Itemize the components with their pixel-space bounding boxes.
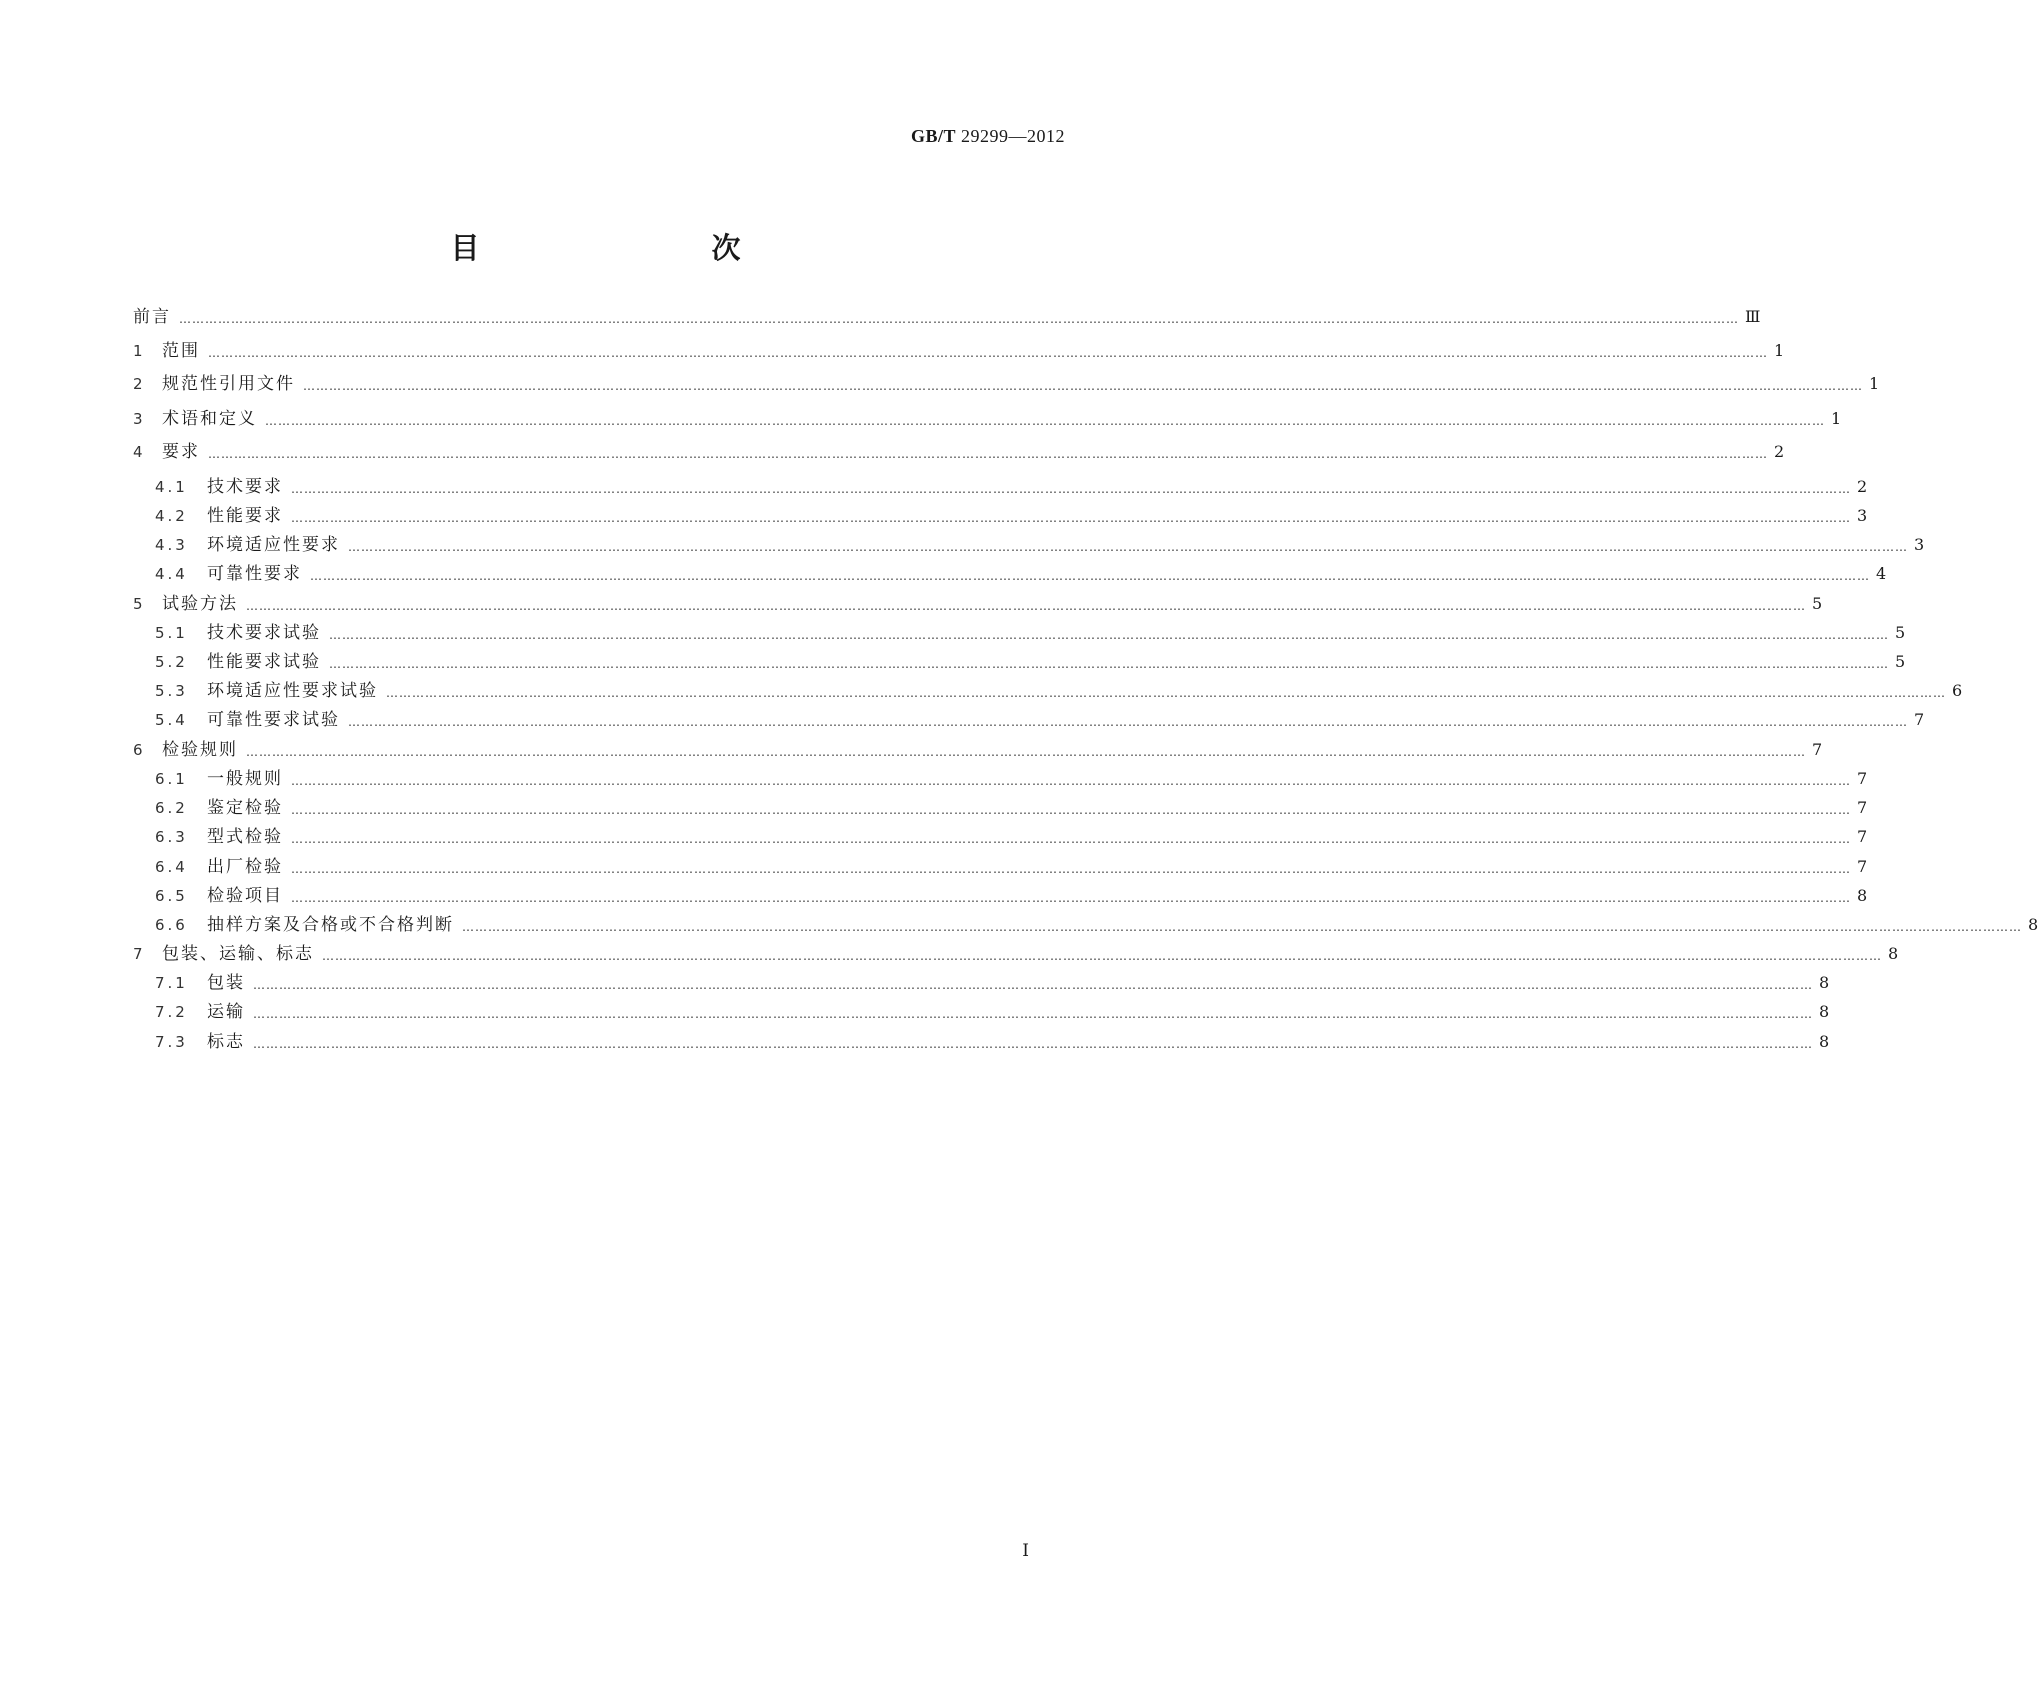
toc-entry[interactable] <box>155 972 1830 994</box>
standard-code-prefix: GB/T <box>910 126 956 146</box>
toc-entry-number: 6.6 <box>155 916 188 934</box>
toc-dot-leader: ……………………………………………………………………………………………………………………………………………………………………………………………………………………………………………………………………………………………………………………………… <box>246 745 1806 759</box>
toc-dot-leader: ……………………………………………………………………………………………………………………………………………………………………………………………………………………………………………………………………………………………………………………………… <box>329 628 1889 642</box>
toc-entry-label: 规范性引用文件 <box>162 374 295 394</box>
toc-entry-label: 技术要求 <box>207 477 283 497</box>
page-title: 目 次 <box>450 231 799 265</box>
toc-entry-page: 8 <box>1819 973 1830 992</box>
toc-entry-label: 抽样方案及合格或不合格判断 <box>207 915 454 935</box>
toc-entry[interactable] <box>155 534 1925 556</box>
toc-entry-number: 6.3 <box>155 828 188 846</box>
toc-entry[interactable] <box>155 680 1963 702</box>
toc-dot-leader: ……………………………………………………………………………………………………………………………………………………………………………………………………………………………………………………………………………………………………………………………… <box>348 715 1908 729</box>
toc-entry[interactable] <box>155 651 1906 673</box>
toc-entry-page: 7 <box>1857 857 1868 876</box>
toc-entry[interactable] <box>155 856 1868 878</box>
toc-entry-page: 4 <box>1876 564 1887 583</box>
toc-entry-page: 2 <box>1857 477 1868 496</box>
toc-entry-label: 环境适应性要求试验 <box>207 681 378 701</box>
toc-entry-page: 3 <box>1914 535 1925 554</box>
toc-dot-leader: ……………………………………………………………………………………………………………………………………………………………………………………………………………………………………………………………………………………………………………………………… <box>253 1037 1813 1051</box>
toc-entry-number: 4.1 <box>155 478 188 496</box>
toc-entry-label: 检验项目 <box>207 886 283 906</box>
toc-entry-label: 出厂检验 <box>207 857 283 877</box>
toc-entry[interactable] <box>133 593 1823 615</box>
toc-entry-page: 7 <box>1857 769 1868 788</box>
toc-entry-label: 术语和定义 <box>162 409 257 429</box>
page-number: I <box>1022 1541 1029 1561</box>
toc-dot-leader: ……………………………………………………………………………………………………………………………………………………………………………………………………………………………………………………………………………………………………………………………… <box>208 447 1768 461</box>
toc-entry-label: 运输 <box>207 1002 245 1022</box>
toc-entry-label: 包装、运输、标志 <box>162 944 314 964</box>
toc-entry-label: 包装 <box>207 973 245 993</box>
toc-entry-page: 7 <box>1857 827 1868 846</box>
toc-entry-page: Ⅲ <box>1745 307 1761 326</box>
toc-entry-label: 可靠性要求 <box>207 564 302 584</box>
toc-entry-page: 5 <box>1812 594 1823 613</box>
toc-entry-page: 7 <box>1857 798 1868 817</box>
toc-entry[interactable] <box>155 768 1868 790</box>
toc-dot-leader: ……………………………………………………………………………………………………………………………………………………………………………………………………………………………………………………………………………………………………………………………… <box>253 1007 1813 1021</box>
toc-dot-leader: ……………………………………………………………………………………………………………………………………………………………………………………………………………………………………………………………………………………………………………………………… <box>253 978 1813 992</box>
toc-entry-page: 8 <box>1888 944 1899 963</box>
toc-dot-leader: ……………………………………………………………………………………………………………………………………………………………………………………………………………………………………………………………………………………………………………………………… <box>322 949 1882 963</box>
toc-entry-number: 6.1 <box>155 770 188 788</box>
toc-entry-number: 6.5 <box>155 887 188 905</box>
toc-entry-label: 性能要求 <box>207 506 283 526</box>
toc-entry[interactable] <box>133 306 1761 328</box>
toc-dot-leader: ……………………………………………………………………………………………………………………………………………………………………………………………………………………………………………………………………………………………………………………………… <box>462 920 2022 934</box>
toc-dot-leader: ……………………………………………………………………………………………………………………………………………………………………………………………………………………………………………………………………………………………………………………………… <box>348 540 1908 554</box>
toc-entry-label: 型式检验 <box>207 827 283 847</box>
toc-entry-number: 1 <box>133 342 143 360</box>
toc-dot-leader: ……………………………………………………………………………………………………………………………………………………………………………………………………………………………………………………………………………………………………………………………… <box>265 414 1825 428</box>
toc-entry-label: 性能要求试验 <box>207 652 321 672</box>
toc-entry-label: 环境适应性要求 <box>207 535 340 555</box>
toc-entry[interactable] <box>155 563 1887 585</box>
toc-entry-page: 1 <box>1831 409 1842 428</box>
toc-dot-leader: ……………………………………………………………………………………………………………………………………………………………………………………………………………………………………………………………………………………………………………………………… <box>179 312 1739 326</box>
toc-entry-number: 5.2 <box>155 653 188 671</box>
standard-code-number: 29299—2012 <box>961 126 1065 146</box>
toc-entry-label: 可靠性要求试验 <box>207 710 340 730</box>
toc-entry-page: 1 <box>1774 341 1785 360</box>
toc-entry-page: 2 <box>1774 442 1785 461</box>
toc-entry-number: 4.4 <box>155 565 188 583</box>
toc-dot-leader: ……………………………………………………………………………………………………………………………………………………………………………………………………………………………………………………………………………………………………………………………… <box>386 686 1946 700</box>
toc-entry[interactable] <box>155 1001 1830 1023</box>
toc-entry-number: 3 <box>133 410 143 428</box>
toc-dot-leader: ……………………………………………………………………………………………………………………………………………………………………………………………………………………………………………………………………………………………………………………………… <box>291 774 1851 788</box>
toc-entry-page: 7 <box>1914 710 1925 729</box>
toc-entry[interactable] <box>133 408 1842 430</box>
toc-entry-label: 试验方法 <box>162 594 238 614</box>
toc-entry-number: 6.2 <box>155 799 188 817</box>
toc-entry-number: 4 <box>133 443 143 461</box>
toc-dot-leader: ……………………………………………………………………………………………………………………………………………………………………………………………………………………………………………………………………………………………………………………………… <box>310 569 1870 583</box>
toc-dot-leader: ……………………………………………………………………………………………………………………………………………………………………………………………………………………………………………………………………………………………………………………………… <box>246 599 1806 613</box>
toc-entry-page: 8 <box>1819 1002 1830 1021</box>
toc-entry[interactable] <box>155 914 2038 936</box>
toc-entry-page: 1 <box>1869 374 1880 393</box>
toc-entry-label: 标志 <box>207 1032 245 1052</box>
toc-entry[interactable] <box>155 797 1868 819</box>
toc-entry-number: 5 <box>133 595 143 613</box>
toc-entry-page: 5 <box>1895 652 1906 671</box>
toc-entry-page: 8 <box>1857 886 1868 905</box>
toc-entry-label: 检验规则 <box>162 740 238 760</box>
toc-entry-label: 技术要求试验 <box>207 623 321 643</box>
toc-entry[interactable] <box>133 441 1785 463</box>
toc-entry[interactable] <box>133 340 1785 362</box>
toc-entry-page: 8 <box>1819 1032 1830 1051</box>
toc-entry[interactable] <box>133 373 1880 395</box>
toc-entry-label: 前言 <box>133 307 171 327</box>
toc-entry-number: 7.2 <box>155 1003 188 1021</box>
toc-entry-number: 5.1 <box>155 624 188 642</box>
toc-entry-page: 5 <box>1895 623 1906 642</box>
toc-entry-number: 5.4 <box>155 711 188 729</box>
toc-entry-number: 6 <box>133 741 143 759</box>
toc-entry-label: 范围 <box>162 341 200 361</box>
toc-dot-leader: ……………………………………………………………………………………………………………………………………………………………………………………………………………………………………………………………………………………………………………………………… <box>291 832 1851 846</box>
toc-entry[interactable] <box>155 885 1868 907</box>
toc-entry[interactable] <box>155 826 1868 848</box>
toc-entry[interactable] <box>133 739 1823 761</box>
toc-entry-number: 5.3 <box>155 682 188 700</box>
toc-dot-leader: ……………………………………………………………………………………………………………………………………………………………………………………………………………………………………………………………………………………………………………………………… <box>291 862 1851 876</box>
toc-entry-label: 一般规则 <box>207 769 283 789</box>
toc-entry-number: 7 <box>133 945 143 963</box>
standard-code <box>911 126 1065 147</box>
toc-entry-label: 要求 <box>162 442 200 462</box>
toc-entry[interactable] <box>155 709 1925 731</box>
toc-dot-leader: ……………………………………………………………………………………………………………………………………………………………………………………………………………………………………………………………………………………………………………………………… <box>208 346 1768 360</box>
toc-dot-leader: ……………………………………………………………………………………………………………………………………………………………………………………………………………………………………………………………………………………………………………………………… <box>291 803 1851 817</box>
toc-entry-number: 7.1 <box>155 974 188 992</box>
toc-entry-number: 6.4 <box>155 858 188 876</box>
toc-entry[interactable] <box>155 505 1868 527</box>
toc-dot-leader: ……………………………………………………………………………………………………………………………………………………………………………………………………………………………………………………………………………………………………………………………… <box>291 891 1851 905</box>
toc-dot-leader: ……………………………………………………………………………………………………………………………………………………………………………………………………………………………………………………………………………………………………………………………… <box>291 511 1851 525</box>
toc-dot-leader: ……………………………………………………………………………………………………………………………………………………………………………………………………………………………………………………………………………………………………………………………… <box>329 657 1889 671</box>
toc-entry[interactable] <box>133 943 1899 965</box>
toc-entry-page: 6 <box>1952 681 1963 700</box>
toc-entry-label: 鉴定检验 <box>207 798 283 818</box>
toc-entry-page: 7 <box>1812 740 1823 759</box>
toc-entry[interactable] <box>155 476 1868 498</box>
toc-entry-number: 7.3 <box>155 1033 188 1051</box>
toc-dot-leader: ……………………………………………………………………………………………………………………………………………………………………………………………………………………………………………………………………………………………………………………………… <box>303 379 1863 393</box>
toc-entry[interactable] <box>155 622 1906 644</box>
toc-entry-number: 4.3 <box>155 536 188 554</box>
toc-dot-leader: ……………………………………………………………………………………………………………………………………………………………………………………………………………………………………………………………………………………………………………………………… <box>291 482 1851 496</box>
toc-entry-page: 3 <box>1857 506 1868 525</box>
toc-entry-number: 4.2 <box>155 507 188 525</box>
toc-entry[interactable] <box>155 1031 1830 1053</box>
toc-entry-number: 2 <box>133 375 143 393</box>
toc-entry-page: 8 <box>2028 915 2038 934</box>
